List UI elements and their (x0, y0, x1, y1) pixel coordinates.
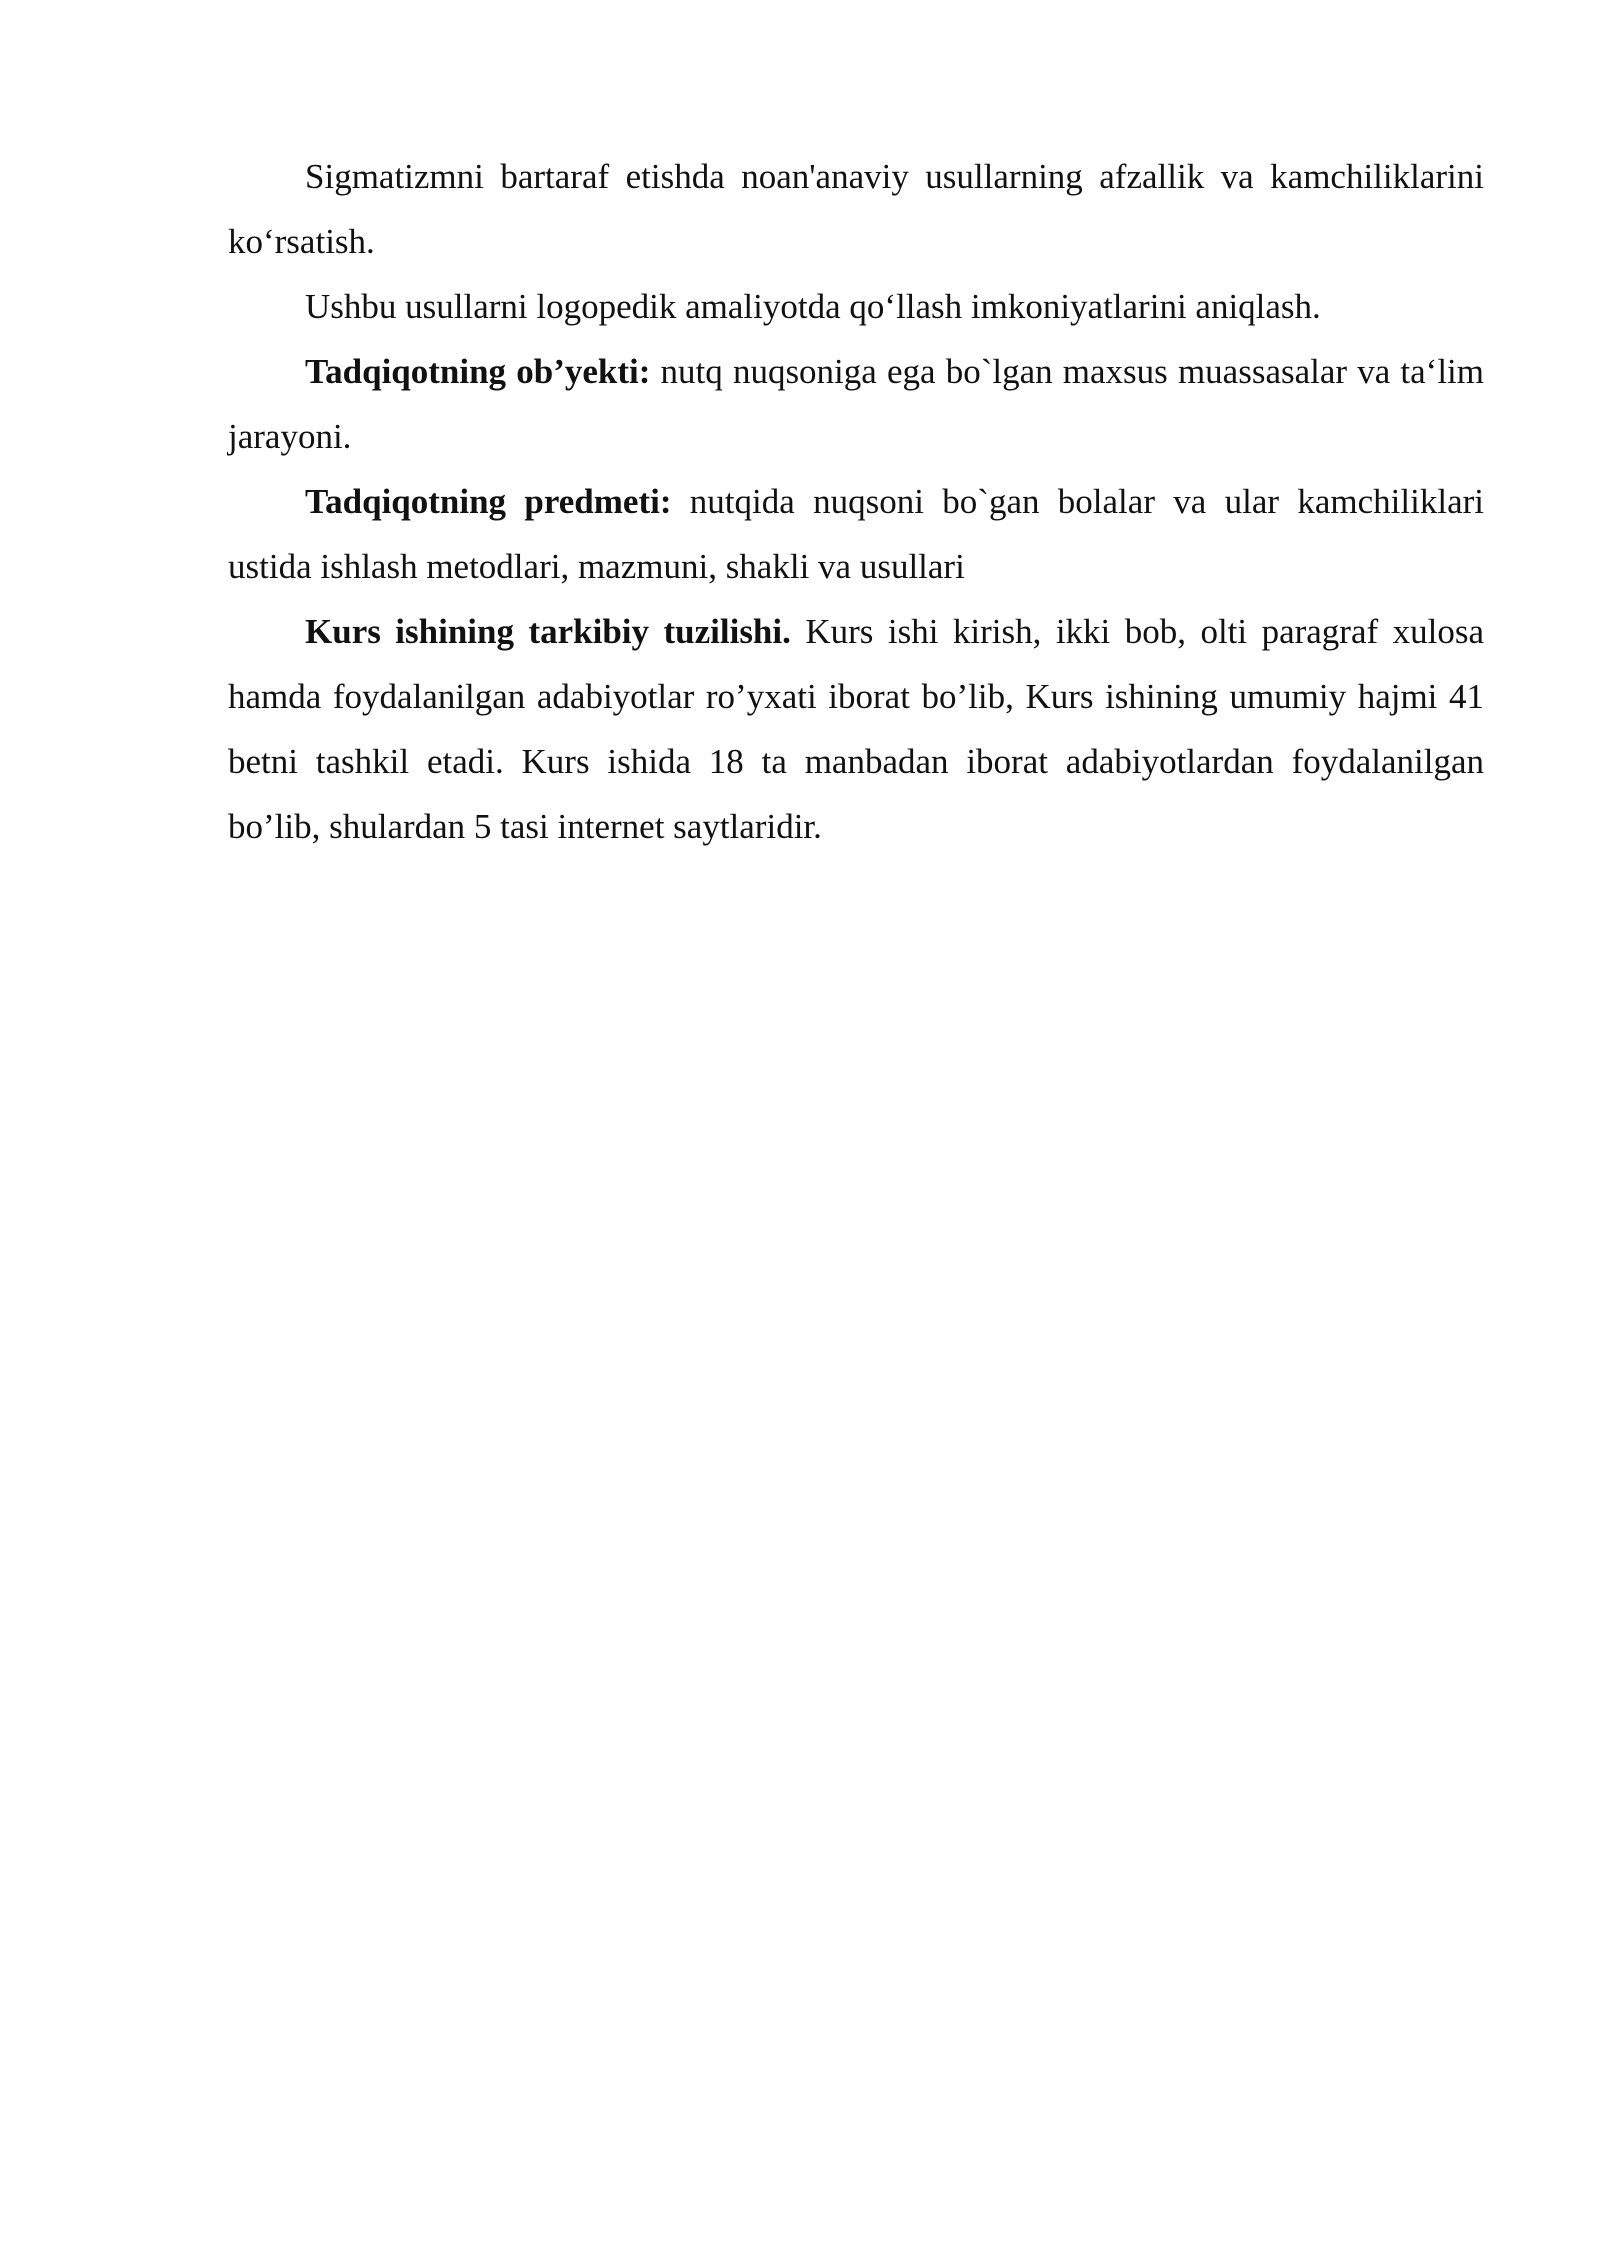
paragraph-text: Kurs ishi kirish, ikki bob, olti paragraf xulosa hamda foydalanilgan adabiyotlar ro’yxati iborat bo’lib, Kurs ishining umumiy hajmi 41 betni tashkil etadi. Kurs ishida 18 ta manbadan iborat adabiyotlardan foydalanilgan bo’lib, shulardan 5 tasi internet saytlaridir. (228, 612, 1484, 846)
paragraph-goal-advantages (228, 144, 1484, 274)
paragraph-lead: Tadqiqotning predmeti: (305, 482, 672, 521)
paragraph-text: nutqida nuqsoni bo`gan bolalar va ular kamchiliklari ustida ishlash metodlari, mazmuni, shakli va usullari (228, 482, 1484, 586)
paragraph-course-structure (228, 599, 1484, 859)
paragraph-text: Ushbu usullarni logopedik amaliyotda qo‘llash imkoniyatlarini aniqlash. (305, 287, 1321, 326)
paragraph-lead: Kurs ishining tarkibiy tuzilishi. (305, 612, 791, 651)
paragraph-research-subject (228, 469, 1484, 599)
document-body (228, 144, 1484, 859)
paragraph-text: nutq nuqsoniga ega bo`lgan maxsus muassasalar va ta‘lim jarayoni. (228, 352, 1485, 456)
paragraph-lead: Tadqiqotning ob’yekti: (305, 352, 651, 391)
paragraph-goal-application (228, 274, 1484, 339)
paragraph-research-object (228, 339, 1484, 469)
paragraph-text: Sigmatizmni bartaraf etishda noan'anaviy usullarning afzallik va kamchiliklarini ko‘rsatish. (228, 157, 1484, 261)
